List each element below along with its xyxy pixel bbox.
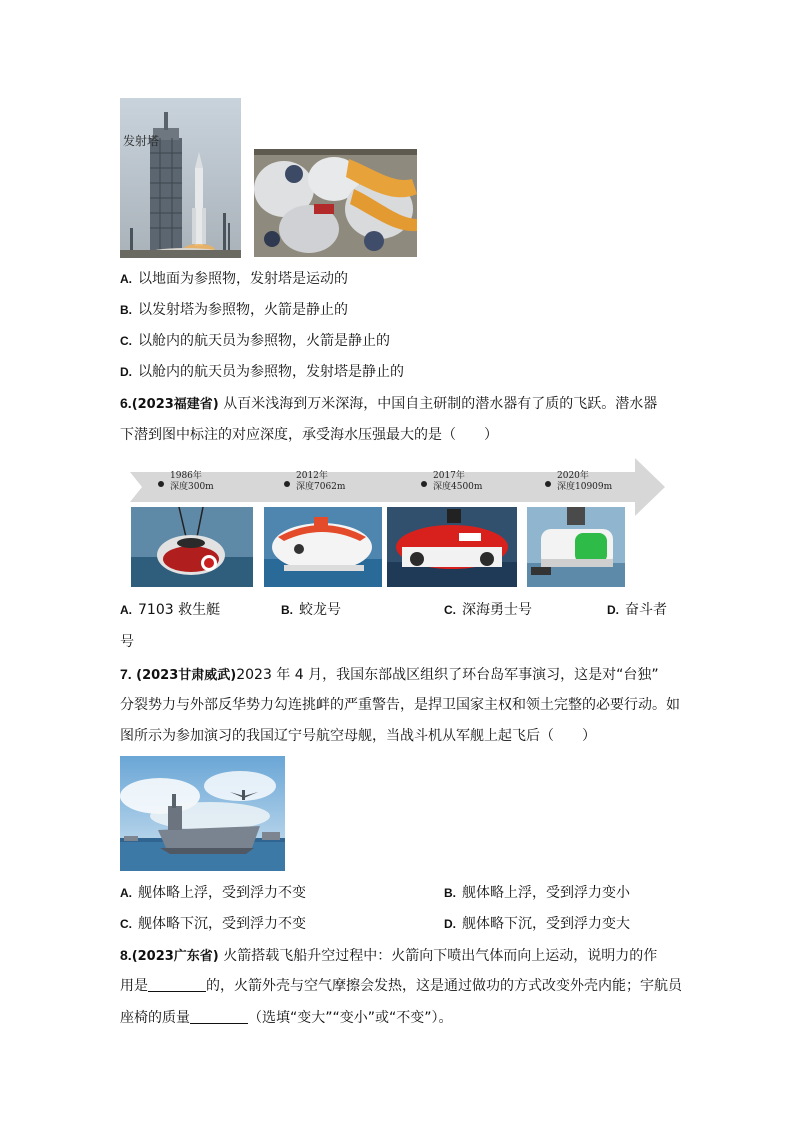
q6-stem-line-2: 下潜到图中标注的对应深度，承受海水压强最大的是（ ）: [120, 427, 498, 443]
submersible-fendouzhe-photo: [527, 507, 625, 587]
q7-stem-line-3: 图所示为参加演习的我国辽宁号航空母舰，当战斗机从军舰上起飞后（ ）: [120, 728, 596, 744]
q7-option-d[interactable]: D. 舰体略下沉，受到浮力变大: [444, 916, 630, 932]
q8-blank-1[interactable]: [148, 977, 206, 992]
q7-option-b[interactable]: B. 舰体略上浮，受到浮力变小: [444, 885, 630, 901]
q6-option-c[interactable]: C. 深海勇士号: [444, 602, 532, 618]
submersible-shenhai-yongshi-photo: [387, 507, 517, 587]
submersible-7103-photo: [131, 507, 253, 587]
q8-blank-2[interactable]: [190, 1009, 248, 1024]
aircraft-carrier-photo: [120, 756, 285, 871]
q7-option-a[interactable]: A. 舰体略上浮，受到浮力不变: [120, 885, 306, 901]
q7-option-c[interactable]: C. 舰体略下沉，受到浮力不变: [120, 916, 306, 932]
timeline-dot-icon: [421, 481, 427, 487]
q6-option-d[interactable]: D. 奋斗者: [607, 602, 667, 618]
timeline-year: 2012年: [296, 471, 328, 481]
timeline-year: 2017年: [433, 471, 465, 481]
q8-stem-line-1: 8.(2023广东省) 火箭搭载飞船升空过程中：火箭向下喷出气体而向上运动，说明力的作: [120, 947, 658, 964]
timeline-year: 2020年: [557, 471, 589, 481]
launch-tower-photo: [120, 98, 241, 258]
timeline-year: 1986年: [170, 471, 202, 481]
timeline-dot-icon: [545, 481, 551, 487]
q6-option-a[interactable]: A. 7103 救生艇: [120, 602, 221, 618]
q6-timeline-entry-2017: [421, 471, 482, 493]
timeline-dot-icon: [158, 481, 164, 487]
q7-stem-line-2: 分裂势力与外部反华势力勾连挑衅的严重警告，是捍卫国家主权和领土完整的必要行动。如: [120, 697, 680, 713]
q5-option-d[interactable]: D. 以舱内的航天员为参照物，发射塔是静止的: [120, 364, 404, 380]
q6-stem-line-1: 6.(2023福建省) 从百米浅海到万米深海，中国自主研制的潜水器有了质的飞跃。潜水器: [120, 395, 658, 412]
q7-stem-line-1: 7. (2023甘肃威武)2023 年 4 月，我国东部战区组织了环台岛军事演习，这是对“台独”: [120, 666, 659, 683]
timeline-depth: 深度7062m: [296, 482, 346, 492]
q6-option-d-wrap: 号: [120, 634, 134, 650]
timeline-dot-icon: [284, 481, 290, 487]
q8-stem-line-2: 用是 的，火箭外壳与空气摩擦会发热，这是通过做功的方式改变外壳内能；宇航员: [120, 978, 682, 994]
q6-option-b[interactable]: B. 蛟龙号: [281, 602, 341, 618]
q6-timeline-entry-2020: [545, 471, 612, 493]
q5-option-b[interactable]: B. 以发射塔为参照物，火箭是静止的: [120, 302, 348, 318]
astronauts-photo: [254, 149, 417, 257]
q5-option-a[interactable]: A. 以地面为参照物，发射塔是运动的: [120, 271, 348, 287]
q6-timeline-entry-1986: [158, 471, 214, 493]
q5-option-c[interactable]: C. 以舱内的航天员为参照物，火箭是静止的: [120, 333, 390, 349]
q6-timeline-entry-2012: [284, 471, 345, 493]
submersible-jiaolong-photo: [264, 507, 382, 587]
launch-tower-label: 发射塔: [123, 134, 160, 148]
q8-stem-line-3: 座椅的质量 （选填“变大”“变小”或“不变”）。: [120, 1010, 453, 1026]
timeline-depth: 深度4500m: [433, 482, 483, 492]
timeline-depth: 深度10909m: [557, 482, 613, 492]
timeline-depth: 深度300m: [170, 482, 214, 492]
